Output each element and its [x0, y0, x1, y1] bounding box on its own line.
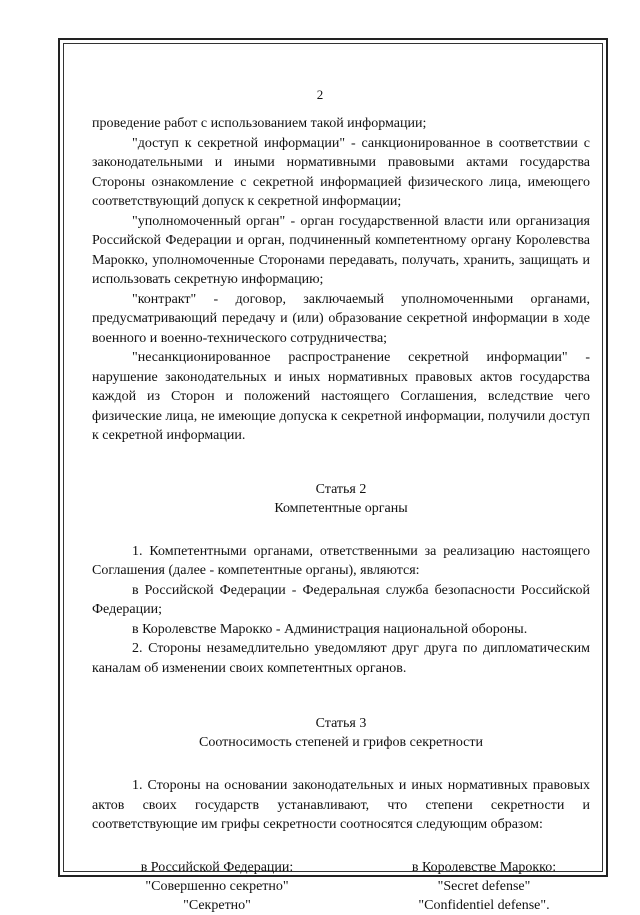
russia-column: [112, 858, 322, 915]
column-header: в Российской Федерации:: [140, 859, 294, 875]
article-title: Компетентные органы: [274, 500, 408, 516]
paragraph: в Российской Федерации - Федеральная служба безопасности Российской Федерации;: [92, 582, 590, 617]
paragraph: в Королевстве Марокко - Администрация национальной обороны.: [132, 621, 528, 637]
column-header: в Королевстве Марокко:: [411, 859, 557, 875]
paragraph: 2. Стороны незамедлительно уведомляют друг друга по дипломатическим каналам об изменении своих компетентных органов.: [92, 641, 590, 676]
paragraph: "доступ к секретной информации" - санкционированное в соответствии с законодательными и иными нормативными правовыми актами государства Стороны ознакомление с секретной информацией физического лица, имеющего соответствующий допуск к секретной информации;: [92, 135, 590, 209]
paragraph: 1. Компетентными органами, ответственными за реализацию настоящего Соглашения (далее - компетентные органы), являются:: [92, 543, 590, 578]
paragraph: "уполномоченный орган" - орган государственной власти или организация Российской Федерации и орган, подчиненный компетентному органу Королевства Марокко, уполномоченные Сторонами передавать, получать, хранить, защищать и использовать секретную информацию;: [92, 213, 590, 287]
article-2: [92, 480, 590, 679]
classification-grade: "Confidentiel defense".: [418, 897, 550, 913]
article-number: Статья 3: [315, 716, 367, 731]
classification-grade: "Совершенно секретно": [145, 878, 289, 894]
classification-correspondence-table: [92, 858, 590, 915]
page-number: 2: [316, 87, 324, 102]
article-number: Статья 2: [315, 481, 367, 497]
classification-grade: "Секретно": [183, 897, 251, 913]
morocco-column: [384, 858, 584, 915]
paragraph: "контракт" - договор, заключаемый уполномоченными органами, предусматривающий передачу и (или) образование секретной информации в ходе военного и военно-технического сотрудничества;: [92, 291, 590, 346]
paragraph: "несанкционированное распространение секретной информации" - нарушение законодательных и иных нормативных правовых актов государства каждой из Сторон и положений настоящего Соглашения, вследствие чего физические лица, не имеющие допуска к секретной информации, получили доступ к секретной информации.: [92, 350, 590, 443]
paragraph: 1. Стороны на основании законодательных и иных нормативных правовых актов своих государств устанавливают, что степени секретности и соответствующие им грифы секретности соотносятся следующим образом:: [92, 778, 590, 832]
article-3: [92, 714, 590, 915]
paragraph: проведение работ с использованием такой информации;: [92, 116, 427, 131]
article-title: Соотносимость степеней и грифов секретности: [199, 735, 483, 750]
definitions-continued: [92, 114, 590, 446]
classification-grade: "Secret defense": [437, 878, 531, 894]
document-body: [92, 114, 590, 915]
